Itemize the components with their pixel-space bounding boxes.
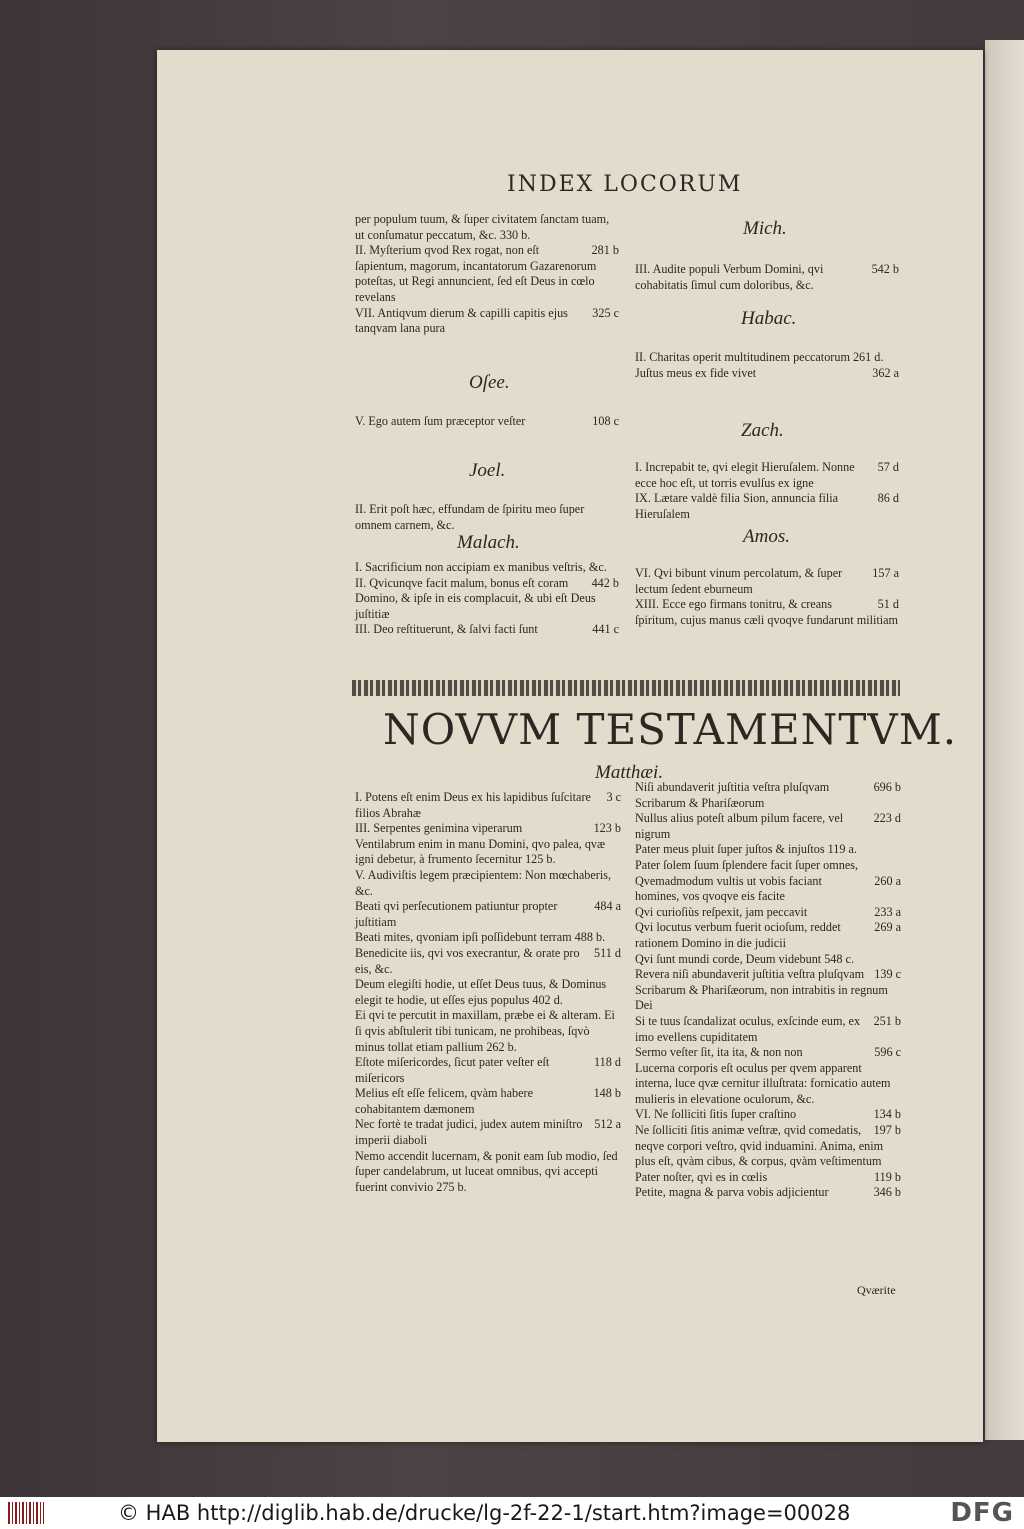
- entry-text: Sermo veſter ſit, ita ita, & non non: [635, 1045, 803, 1060]
- entry-text: Beati qvi perſecutionem patiuntur propter juſtitiam: [355, 899, 558, 929]
- entry-text: Juſtus meus ex fide vivet: [635, 365, 757, 380]
- footer-copyright: © HAB http://diglib.hab.de/drucke/lg-2f-22-1/start.htm?image=00028: [118, 1501, 851, 1525]
- index-entry: [635, 1123, 901, 1170]
- index-entry: [635, 491, 899, 522]
- index-entry: [635, 967, 901, 1014]
- section-title: NOVVM TESTAMENTVM.: [383, 705, 958, 754]
- book-title-zach: Zach.: [741, 420, 784, 441]
- entry-page-ref: 108 c: [592, 414, 619, 428]
- index-entry: [355, 1055, 621, 1086]
- index-entry: [355, 414, 619, 430]
- entry-page-ref: 484 a: [594, 899, 621, 914]
- list-continuation: [355, 212, 619, 337]
- entry-text: Qvi bibunt vinum percolatum, & ſuper lectum ſedent eburneum: [635, 566, 843, 596]
- entry-text: Audiviſtis legem præcipientem: Non mœchaberis, &c.: [355, 867, 612, 898]
- index-entry: [355, 837, 621, 868]
- index-entry: [355, 1117, 621, 1148]
- index-entry: [635, 1014, 901, 1045]
- entry-chapter-number: II.: [355, 575, 370, 590]
- entry-chapter-number: XIII.: [635, 597, 663, 612]
- index-entry: [355, 502, 619, 533]
- entry-chapter-number: VI.: [635, 566, 654, 580]
- index-entry: [355, 868, 621, 899]
- index-entry: [355, 1008, 621, 1055]
- entry-chapter-number: III.: [355, 622, 374, 637]
- entry-page-ref: 3 c: [606, 790, 621, 804]
- entry-page-ref: 442 b: [591, 575, 619, 590]
- index-entry: [635, 350, 899, 366]
- entry-page-ref: 57 d: [877, 460, 899, 474]
- entry-page-ref: 596 c: [874, 1045, 901, 1060]
- index-entry: [355, 1149, 621, 1196]
- book-title-amos: Amos.: [743, 526, 790, 547]
- decorative-border: [352, 680, 900, 696]
- index-entry: [635, 952, 901, 968]
- index-entry: [355, 576, 619, 623]
- entry-text: Charitas operit multitudinem peccatorum 261 d.: [649, 350, 884, 364]
- index-entry: [355, 622, 619, 638]
- entry-text: Sacrificium non accipiam ex manibus veſtris, &c.: [365, 560, 607, 574]
- catchword: Qværite: [857, 1283, 896, 1297]
- left-column-top: [355, 212, 619, 337]
- index-entry: [635, 262, 899, 293]
- entry-page-ref: 118 d: [594, 1055, 621, 1070]
- entry-page-ref: 511 d: [594, 945, 621, 960]
- index-entry: [635, 566, 899, 597]
- entry-chapter-number: V.: [355, 867, 368, 882]
- index-entry: [635, 920, 901, 951]
- entry-text: Qvi ſunt mundi corde, Deum videbunt 548 c.: [635, 951, 855, 966]
- index-entry: [355, 930, 621, 946]
- index-entry: [355, 243, 619, 305]
- entry-page-ref: 260 a: [874, 873, 901, 888]
- entry-text: Si te tuus ſcandalizat oculus, exſcinde eum, ex imo evellens cupiditatem: [635, 1013, 861, 1044]
- entry-text: Qvi curioſiùs reſpexit, jam peccavit: [635, 904, 808, 919]
- book-page: [157, 50, 983, 1442]
- entry-page-ref: 119 b: [874, 1169, 901, 1184]
- entry-page-ref: 148 b: [593, 1086, 621, 1101]
- entry-chapter-number: III.: [355, 821, 374, 836]
- footer-bar: [0, 1497, 1024, 1529]
- index-entry: [635, 1107, 901, 1123]
- entry-chapter-number: I.: [355, 790, 366, 804]
- entry-text: Deum elegiſti hodie, ut eſſet Deus tuus, & Dominus elegit te hodie, ut eſſes ejus populus 402 d.: [355, 977, 607, 1007]
- amos-list: [635, 566, 899, 628]
- index-entry: [355, 899, 621, 930]
- library-logo-icon: [8, 1502, 44, 1524]
- index-entry: [355, 1086, 621, 1117]
- index-entry: [635, 597, 899, 628]
- entry-page-ref: 233 a: [874, 904, 901, 919]
- entry-page-ref: 542 b: [871, 262, 899, 276]
- index-entry: [635, 780, 901, 811]
- habac-list: [635, 350, 899, 381]
- entry-page-ref: 134 b: [873, 1107, 901, 1122]
- entry-text: Eſtote miſericordes, ſicut pater veſter eſt miſericors: [355, 1055, 550, 1085]
- entry-page-ref: 123 b: [593, 821, 621, 836]
- entry-text: Qvemadmodum vultis ut vobis faciant homines, vos qvoqve eis facite: [635, 873, 822, 904]
- entry-text: Audite populi Verbum Domini, qvi cohabitatis ſimul cum doloribus, &c.: [635, 262, 824, 292]
- entry-chapter-number: V.: [355, 414, 369, 428]
- index-entry: [635, 1185, 901, 1201]
- entry-text: Niſi abundaverit juſtitia veſtra pluſqvam Scribarum & Phariſæorum: [635, 780, 830, 810]
- entry-page-ref: 139 c: [874, 967, 901, 982]
- dfg-logo: DFG: [950, 1498, 1014, 1528]
- index-entry: [355, 946, 621, 977]
- mich-list: [635, 262, 899, 293]
- index-entry: [635, 811, 901, 842]
- entry-page-ref: 441 c: [592, 622, 619, 637]
- index-entry: [355, 306, 619, 337]
- entry-page-ref: 157 a: [872, 566, 899, 580]
- entry-text: Ego autem ſum præceptor veſter: [368, 414, 526, 428]
- page-header: INDEX LOCORUM: [507, 172, 743, 197]
- entry-text: Ei qvi te percutit in maxillam, præbe ei & alteram. Ei ſi qvis abſtulerit tibi tunicam, ne prohibeas, ſqvò minus tollat etiam pallium 262 b.: [355, 1008, 615, 1054]
- entry-text: Increpabit te, qvi elegit Hieruſalem. Nonne ecce hoc eſt, ut torris evulſus ex igne: [635, 460, 855, 490]
- index-entry: [635, 1045, 901, 1061]
- entry-text: per populum tuum, & ſuper civitatem ſanctam tuam, ut conſumatur peccatum, &c. 330 b.: [355, 212, 610, 242]
- entry-text: Serpentes genimina viperarum: [373, 821, 523, 836]
- entry-text: Nemo accendit lucernam, & ponit eam ſub modio, ſed ſuper candelabrum, ut luceat omnibus, qvi accepti fuerint convivio 275 b.: [355, 1148, 618, 1194]
- entry-chapter-number: II.: [355, 243, 370, 258]
- entry-page-ref: 251 b: [873, 1013, 901, 1028]
- entry-text: Qvi locutus verbum fuerit ocioſum, reddet rationem Domino in die judicii: [635, 920, 841, 950]
- entry-text: Lucerna corporis eſt oculus per qvem apparent interna, luce qvæ cernitur illuſtrata: fornicatio autem mulieris in elevatione oculorum, &c.: [635, 1060, 891, 1106]
- entry-page-ref: 223 d: [873, 811, 901, 826]
- entry-chapter-number: II.: [355, 502, 370, 516]
- book-title-habac: Habac.: [741, 308, 797, 329]
- book-title-joel: Joel.: [469, 460, 506, 481]
- entry-text: Ventilabrum enim in manu Domini, qvo palea, qvæ igni debetur, à frumento ſecernitur 125 b.: [355, 836, 606, 867]
- index-entry: [355, 821, 621, 837]
- entry-chapter-number: I.: [355, 560, 366, 574]
- book-title-mich: Mich.: [743, 218, 787, 239]
- entry-text: Pater ſolem ſuum ſplendere facit ſuper omnes,: [635, 857, 859, 872]
- matthew-right-list: [635, 780, 901, 1201]
- entry-chapter-number: III.: [635, 262, 653, 276]
- entry-text: Ne ſolliciti ſitis ſuper craſtino: [653, 1107, 797, 1122]
- index-entry: [635, 366, 899, 382]
- entry-text: Benedicite iis, qvi vos execrantur, & orate pro eis, &c.: [355, 945, 580, 976]
- entry-text: Myſterium qvod Rex rogat, non eſt ſapientum, magorum, incantatorum Gazarenorum poteſtas, ut Regi annuncient, ſed eſt Deus in cœlo revelans: [355, 243, 597, 304]
- entry-page-ref: 86 d: [877, 491, 899, 506]
- joel-list: [355, 502, 619, 533]
- entry-text: Deo reſtituerunt, & ſalvi facti ſunt: [373, 622, 538, 637]
- entry-text: Nullus alius poteſt album pilum facere, vel nigrum: [635, 811, 844, 841]
- entry-text: Ecce ego firmans tonitru, & creans ſpiritum, cujus manus cæli qvoqve fundarunt militiam: [635, 597, 899, 627]
- entry-text: Revera niſi abundaverit juſtitia veſtra pluſqvam Scribarum & Phariſæorum, non intrabitis in regnum Dei: [635, 967, 888, 1013]
- entry-page-ref: 512 a: [594, 1117, 621, 1132]
- index-entry: [635, 905, 901, 921]
- entry-text: Potens eſt enim Deus ex his lapidibus ſuſcitare filios Abrahæ: [355, 790, 591, 820]
- entry-text: Pater noſter, qvi es in cœlis: [635, 1169, 768, 1184]
- index-entry: [635, 1170, 901, 1186]
- entry-page-ref: 325 c: [592, 305, 619, 320]
- entry-page-ref: 269 a: [874, 920, 901, 935]
- index-entry: [355, 212, 619, 243]
- index-entry: [635, 874, 901, 905]
- entry-page-ref: 51 d: [877, 597, 899, 612]
- index-entry: [635, 1061, 901, 1108]
- entry-text: Erit poſt hæc, effundam de ſpiritu meo ſuper omnem carnem, &c.: [355, 502, 585, 532]
- book-title-malach: Malach.: [457, 532, 520, 553]
- zach-list: [635, 460, 899, 522]
- entry-chapter-number: IX.: [635, 491, 654, 506]
- osee-list: [355, 414, 619, 430]
- index-entry: [355, 560, 619, 576]
- entry-text: Petite, magna & parva vobis adjicientur: [635, 1185, 829, 1200]
- index-entry: [635, 460, 899, 491]
- entry-page-ref: 281 b: [591, 243, 619, 258]
- matthew-left-list: [355, 790, 621, 1195]
- entry-chapter-number: II.: [635, 350, 650, 364]
- entry-chapter-number: I.: [635, 460, 646, 474]
- index-entry: [635, 858, 901, 874]
- entry-page-ref: 197 b: [873, 1123, 901, 1138]
- entry-page-ref: 362 a: [872, 365, 899, 380]
- entry-page-ref: 346 b: [873, 1185, 901, 1200]
- entry-page-ref: 696 b: [873, 780, 901, 794]
- entry-chapter-number: VII.: [355, 305, 378, 320]
- facing-page-edge: [985, 40, 1024, 1440]
- index-entry: [355, 790, 621, 821]
- entry-text: Nec fortè te tradat judici, judex autem miniſtro imperii diaboli: [355, 1117, 583, 1148]
- index-entry: [635, 842, 901, 858]
- malach-list: [355, 560, 619, 638]
- entry-chapter-number: VI.: [635, 1107, 654, 1122]
- entry-text: Beati mites, qvoniam ipſi poſſidebunt terram 488 b.: [355, 930, 606, 945]
- entry-text: Lætare valdè filia Sion, annuncia filia Hieruſalem: [635, 491, 839, 521]
- entry-text: Qvicunqve facit malum, bonus eſt coram Domino, & ipſe in eis complacuit, & ubi eſt Deus juſtitiæ: [355, 575, 596, 621]
- index-entry: [355, 977, 621, 1008]
- book-title-osee: Oſee.: [469, 372, 510, 393]
- book-title-matthaei: Matthæi.: [595, 762, 664, 783]
- entry-text: Pater meus pluit ſuper juſtos & injuſtos 119 a.: [635, 842, 857, 857]
- entry-text: Antiqvum dierum & capilli capitis ejus tanqvam lana pura: [355, 305, 568, 336]
- entry-text: Ne ſolliciti ſitis animæ veſtræ, qvid comedatis, neqve corpori veſtro, qvid induamini. Anima, enim plus eſt, qvàm cibus, & corpus, qvàm veſtimentum: [635, 1123, 884, 1169]
- entry-text: Melius eſt eſſe felicem, qvàm habere cohabitantem dæmonem: [355, 1086, 533, 1116]
